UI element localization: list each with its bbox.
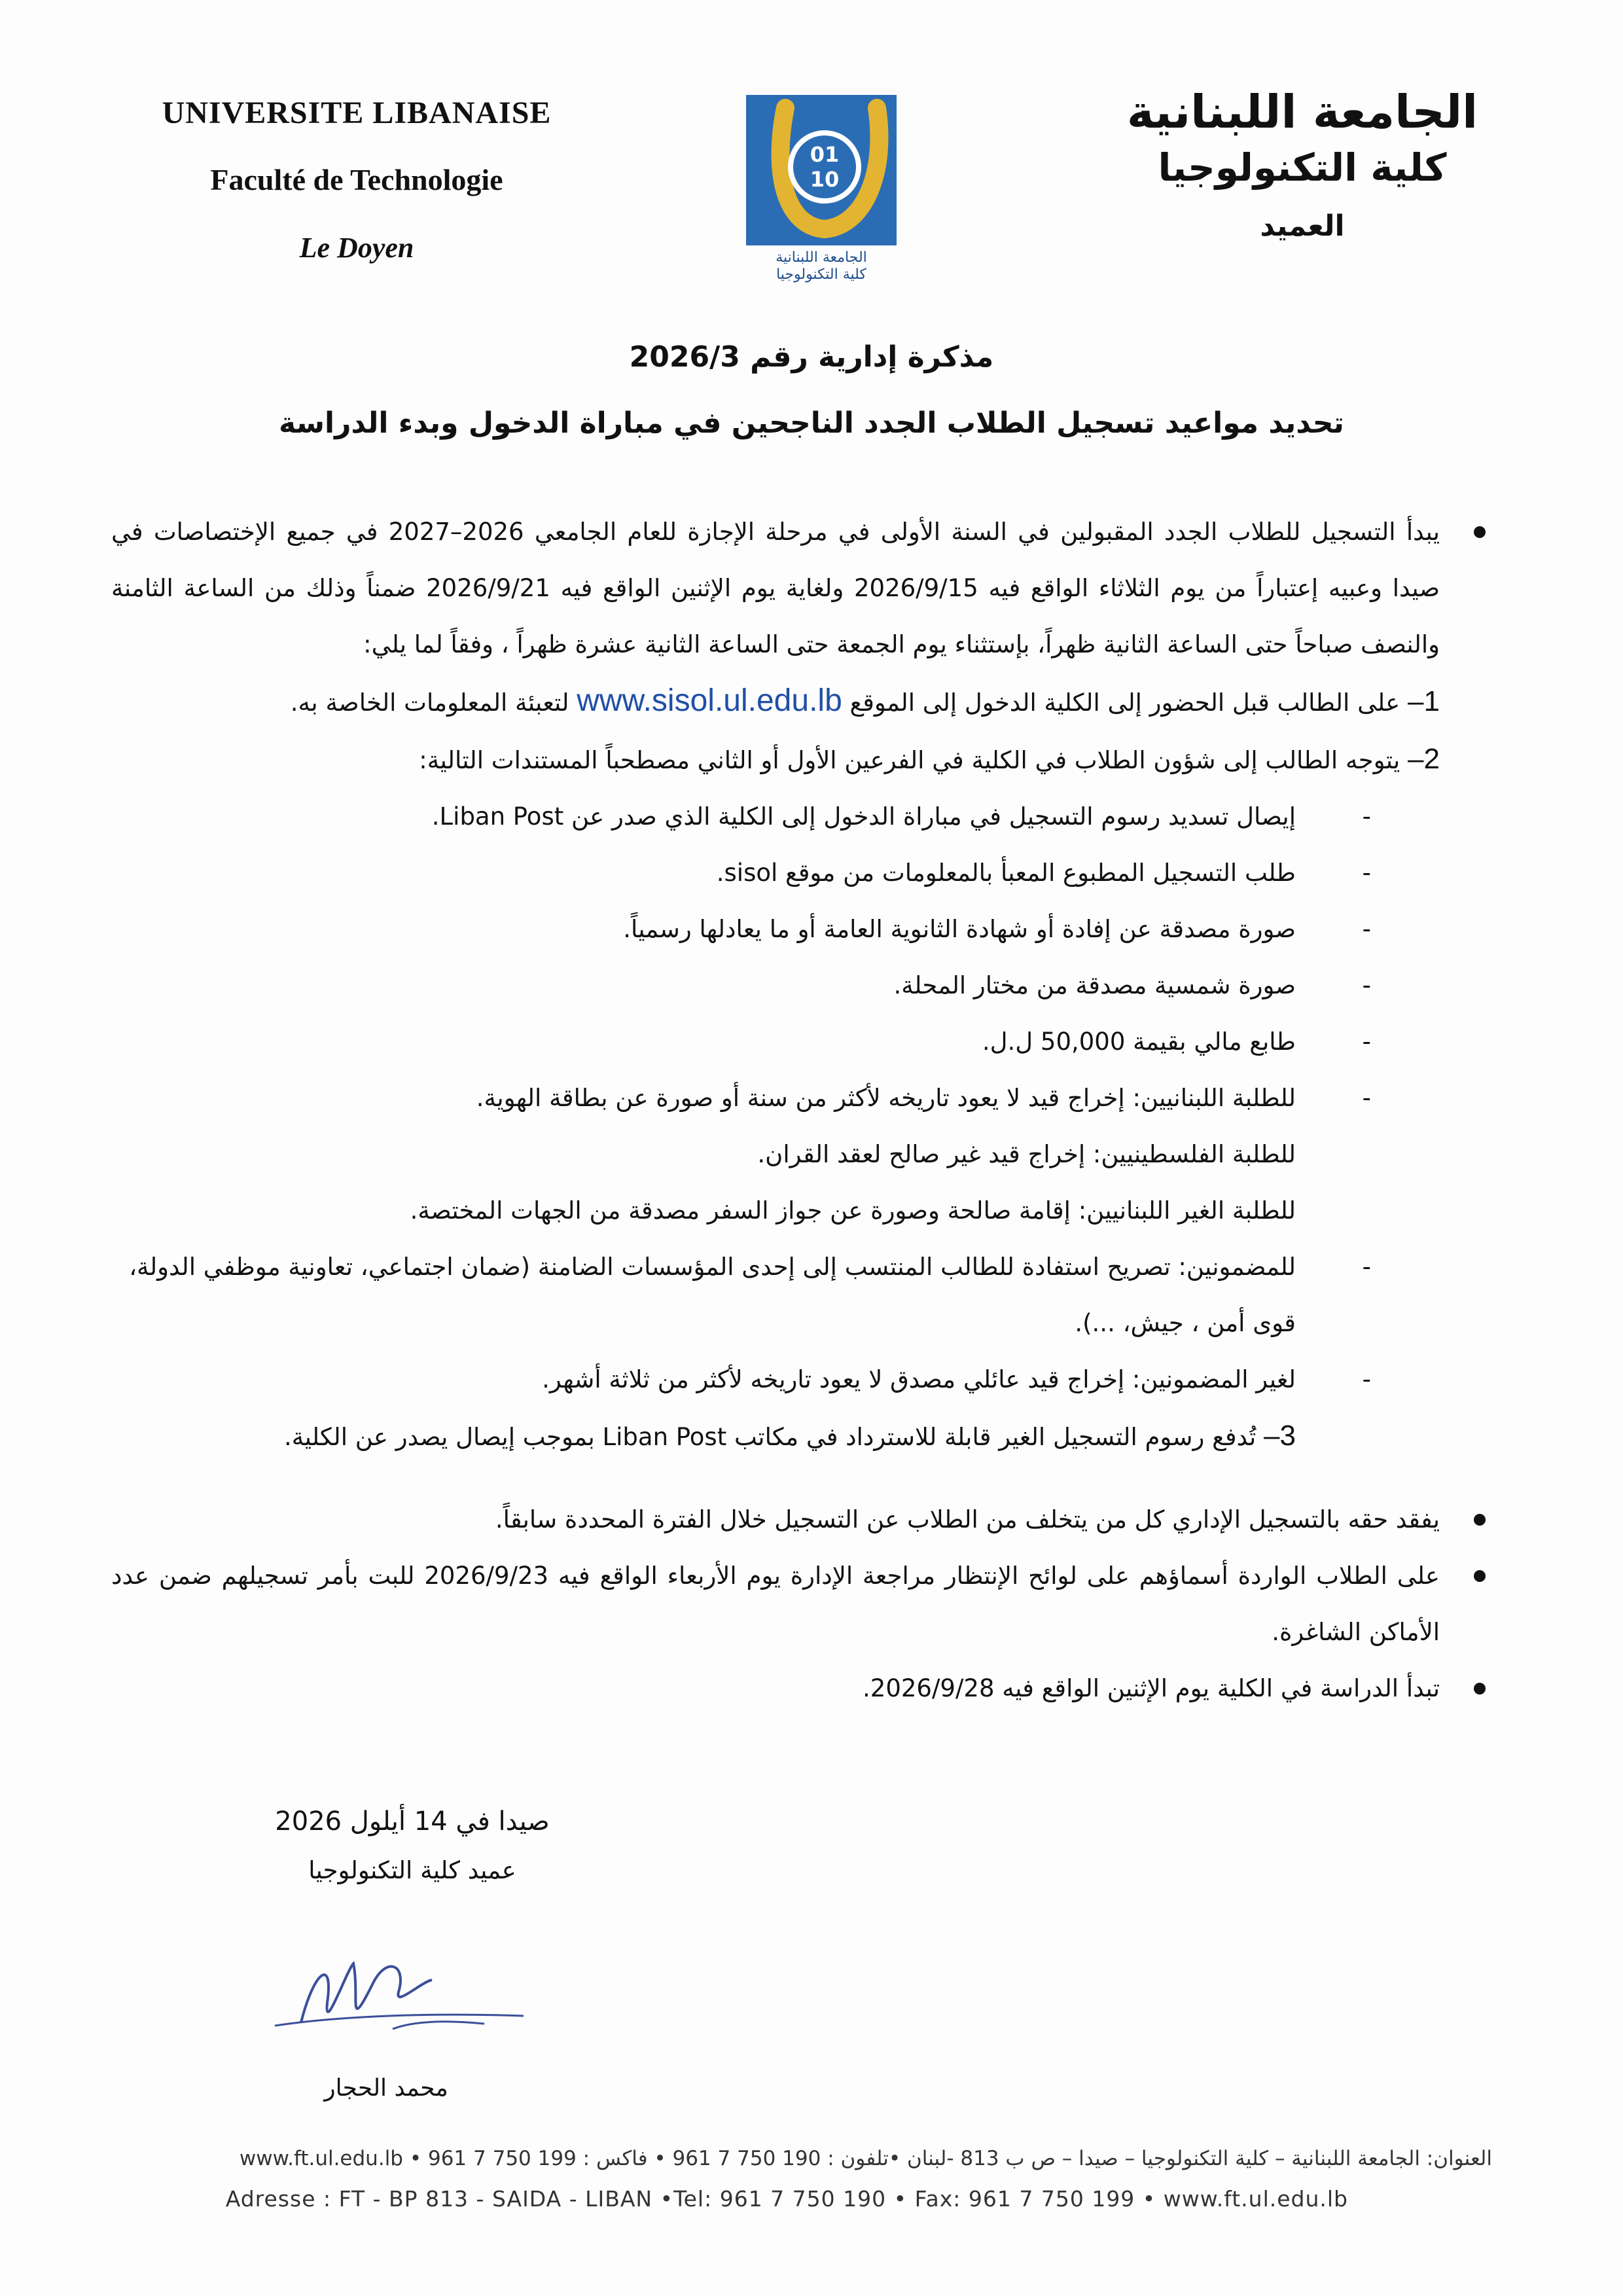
signer-name: محمد الحجار <box>324 2075 448 2102</box>
doc-item <box>111 901 1492 958</box>
doc-text: صورة مصدقة عن إفادة أو شهادة الثانوية العامة أو ما يعادلها رسمياً. <box>623 915 1296 943</box>
doc-text: للطلبة الغير اللبنانيين: إقامة صالحة وصورة عن جواز السفر مصدقة من الجهات المختصة. <box>410 1196 1296 1225</box>
doc-text: صورة شمسية مصدقة من مختار المحلة. <box>893 971 1296 999</box>
doc-item <box>111 1014 1492 1070</box>
doc-item <box>111 1126 1492 1183</box>
arabic-university-name: الجامعة اللبنانية <box>1126 85 1478 139</box>
logo-caption-university: الجامعة اللبنانية <box>776 249 867 266</box>
logo-caption <box>746 249 897 283</box>
step-1-text-b: لتعبئة المعلومات الخاصة به. <box>290 689 569 717</box>
dash-marker: - <box>1362 915 1371 943</box>
intro-paragraph: يبدأ التسجيل للطلاب الجدد المقبولين في السنة الأولى في مرحلة الإجازة للعام الجامعي 2026–2027 في جميع الإختصاصات في صيدا وعبيه إعتباراً من يوم الثلاثاء الواقع فيه 2026/9/15 ولغاية يوم الإثنين الواقع فيه 2026/9/21 ضمناً وذلك من الساعة الثامنة والنصف صباحاً حتى الساعة الثانية ظهراً، بإستثناء يوم الجمعة حتى الساعة الثانية عشرة ظهراً ، وفقاً لما يلي: <box>111 504 1492 673</box>
doc-item <box>111 1239 1492 1352</box>
logo-emblem-icon <box>746 95 897 245</box>
place-and-date: صيدا في 14 أيلول 2026 <box>275 1806 550 1837</box>
doc-text: للطلبة اللبنانيين: إخراج قيد لا يعود تاريخه لأكثر من سنة أو صورة عن بطاقة الهوية. <box>476 1084 1296 1112</box>
step-3 <box>111 1408 1492 1465</box>
arabic-dean-title: العميد <box>1260 209 1345 243</box>
doc-text: طابع مالي بقيمة 50,000 ل.ل. <box>982 1028 1296 1056</box>
svg-text:01: 01 <box>810 142 840 167</box>
logo-emblem <box>746 95 897 245</box>
doc-item <box>111 1183 1492 1239</box>
step-2-text: يتوجه الطالب إلى شؤون الطلاب في الكلية في الفرعين الأول أو الثاني مصطحباً المستندات التالية: <box>419 746 1400 774</box>
step-3-text: تُدفع رسوم التسجيل الغير قابلة للاسترداد في مكاتب Liban Post بموجب إيصال يصدر عن الكلية. <box>283 1423 1257 1451</box>
memo-subject: تحديد مواعيد تسجيل الطلاب الجدد الناجحين في مباراة الدخول وبدء الدراسة <box>279 406 1344 440</box>
doc-text: لغير المضمونين: إخراج قيد عائلي مصدق لا يعود تاريخه لأكثر من ثلاثة أشهر. <box>542 1365 1296 1393</box>
doc-item <box>111 789 1492 845</box>
step-2-number: 2– <box>1408 743 1440 775</box>
french-faculty-name: Faculté de Technologie <box>210 163 503 196</box>
memo-number: مذكرة إدارية رقم 2026/3 <box>629 340 994 374</box>
step-1-text-a: على الطالب قبل الحضور إلى الكلية الدخول إلى الموقع <box>849 689 1400 717</box>
dash-marker: - <box>1362 1253 1371 1281</box>
doc-item <box>111 1352 1492 1408</box>
step-3-number: 3– <box>1264 1420 1296 1452</box>
svg-text:10: 10 <box>810 167 840 192</box>
sisol-link[interactable]: www.sisol.ul.edu.lb <box>577 683 842 718</box>
dash-marker: - <box>1362 1365 1371 1393</box>
bullet-waitlist: على الطلاب الواردة أسماؤهم على لوائح الإنتظار مراجعة الإدارة يوم الأربعاء الواقع فيه 2026/9/23 للبت بأمر تسجيلهم ضمن عدد الأماكن الشاغرة. <box>111 1548 1492 1660</box>
step-1 <box>111 673 1492 731</box>
bullet-forfeit: يفقد حقه بالتسجيل الإداري كل من يتخلف من الطلاب عن التسجيل خلال الفترة المحددة سابقاً. <box>111 1492 1492 1548</box>
arabic-faculty-name: كلية التكنولوجيا <box>1158 145 1447 190</box>
doc-item <box>111 1070 1492 1126</box>
signer-role: عميد كلية التكنولوجيا <box>308 1856 516 1884</box>
handwritten-signature <box>262 1944 537 2055</box>
french-university-name: UNIVERSITE LIBANAISE <box>162 96 552 130</box>
doc-text: طلب التسجيل المطبوع المعبأ بالمعلومات من موقع sisol. <box>716 859 1296 887</box>
doc-item <box>111 845 1492 901</box>
dash-marker: - <box>1362 1084 1371 1112</box>
header-arabic <box>1106 85 1499 243</box>
step-1-number: 1– <box>1408 685 1440 717</box>
french-dean-title: Le Doyen <box>299 232 414 264</box>
header-french <box>111 95 602 264</box>
signature-icon <box>262 1944 537 2055</box>
dash-marker: - <box>1362 859 1371 887</box>
dash-marker: - <box>1362 802 1371 831</box>
logo-caption-faculty: كلية التكنولوجيا <box>776 266 866 283</box>
signature-block <box>249 1806 576 1884</box>
doc-text: للمضمونين: تصريح استفادة للطالب المنتسب إلى إحدى المؤسسات الضامنة (ضمان اجتماعي، تعاونية موظفي الدولة، قوى أمن ، جيش، ...). <box>129 1253 1296 1337</box>
university-logo <box>746 95 897 291</box>
step-2 <box>111 731 1492 789</box>
dash-marker: - <box>1362 1028 1371 1056</box>
doc-text: للطلبة الفلسطينيين: إخراج قيد غير صالح لعقد القران. <box>757 1140 1296 1168</box>
footer-arabic: العنوان: الجامعة اللبنانية – كلية التكنولوجيا – صيدا – ص ب 813 -لبنان •تلفون : 190 750 7 961 • فاكس : 199 750 7 961 • www.ft.ul.edu.lb <box>239 2147 1492 2170</box>
footer-french: Adresse : FT - BP 813 - SAIDA - LIBAN •Tel: 961 7 750 190 • Fax: 961 7 750 199 • www.ft.ul.edu.lb <box>225 2186 1348 2212</box>
memo-titles <box>131 340 1492 440</box>
doc-text: إيصال تسديد رسوم التسجيل في مباراة الدخول إلى الكلية الذي صدر عن Liban Post. <box>431 802 1296 831</box>
memo-body <box>111 504 1492 1717</box>
doc-item <box>111 958 1492 1014</box>
bullet-start-date: تبدأ الدراسة في الكلية يوم الإثنين الواقع فيه 2026/9/28. <box>111 1660 1492 1717</box>
dash-marker: - <box>1362 971 1371 999</box>
